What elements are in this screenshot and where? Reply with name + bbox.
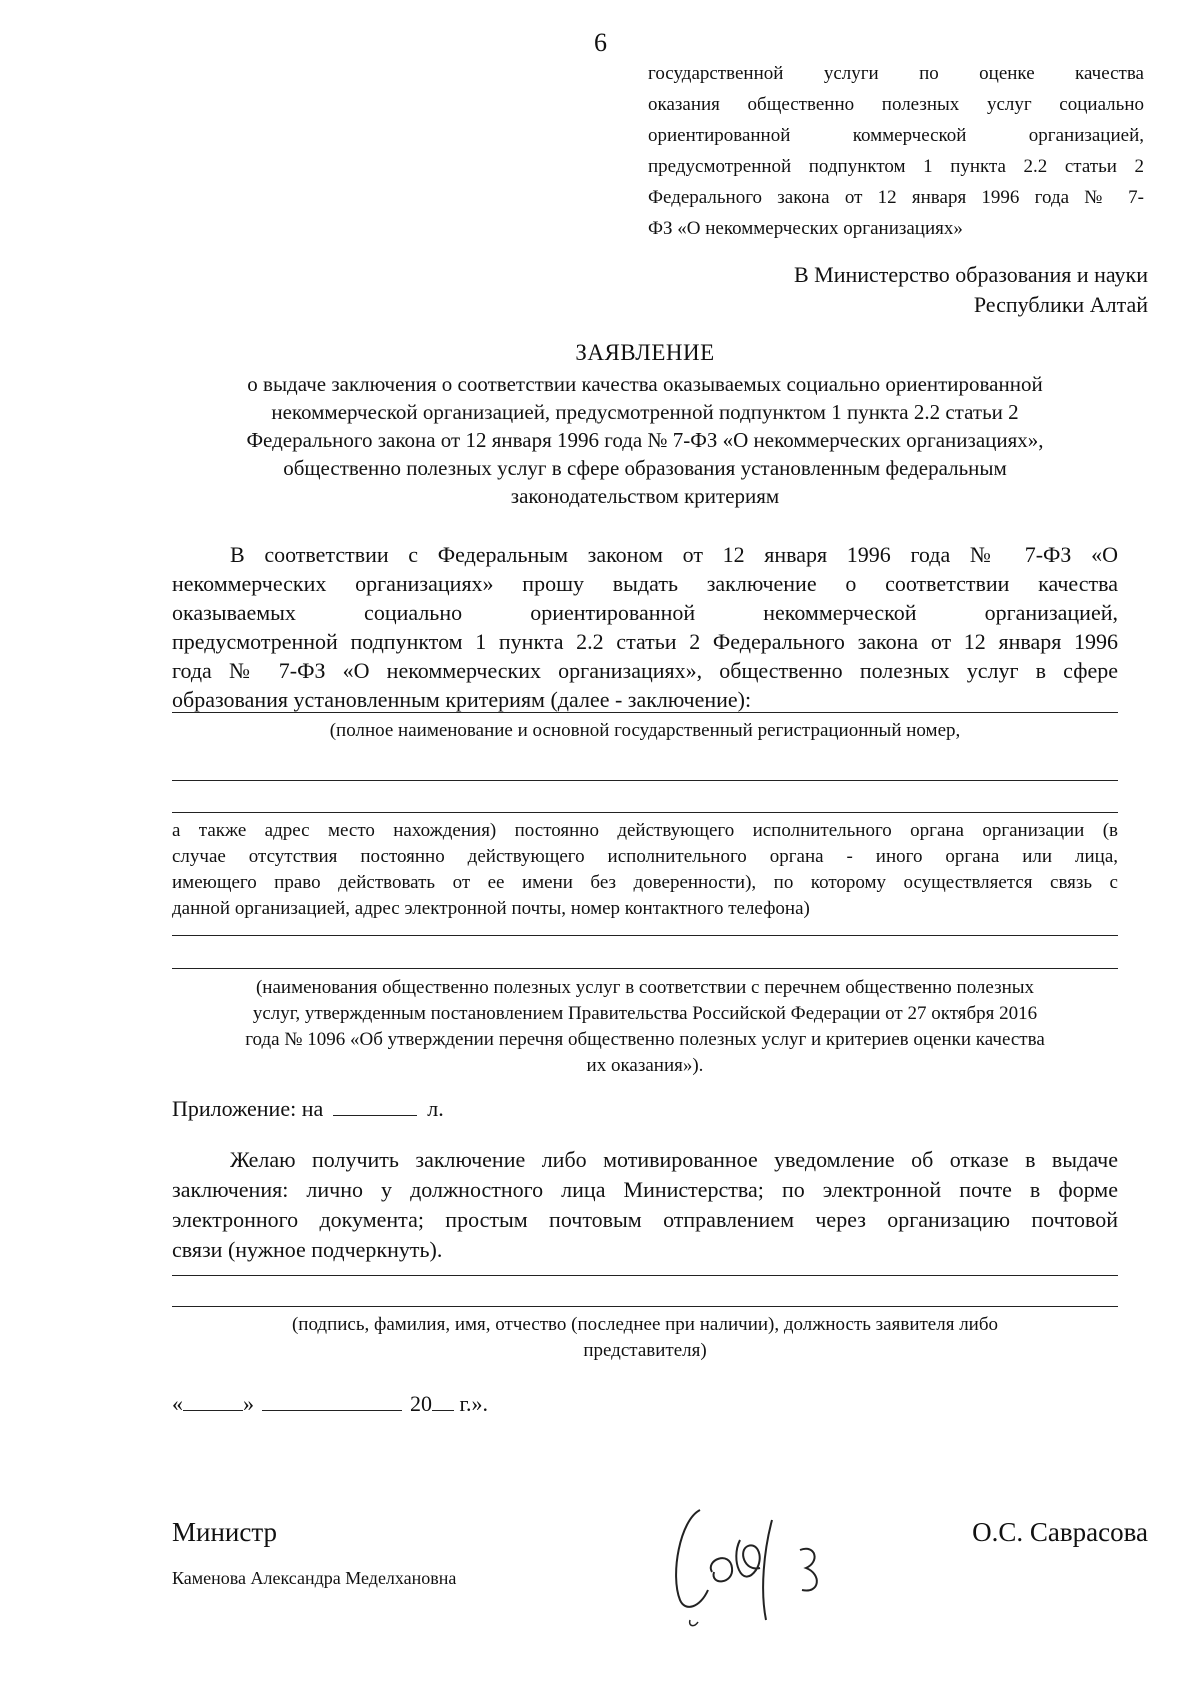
body-line: некоммерческих организациях» прошу выдать заключение о соответствии качества (172, 571, 1118, 596)
date-year-suffix: г.». (459, 1391, 489, 1416)
delivery-line: связи (нужное подчеркнуть). (172, 1237, 443, 1262)
body-line: В соответствии с Федеральным законом от 12 января 1996 года № 7-ФЗ «О (230, 542, 1118, 567)
date-open-quote: « (172, 1391, 183, 1416)
subtitle-line: некоммерческой организацией, предусмотренной подпунктом 1 пункта 2.2 статьи 2 (271, 400, 1019, 424)
header-note-line: ФЗ «О некоммерческих организациях» (648, 218, 963, 239)
header-note-line: предусмотренной подпунктом 1 пункта 2.2 статьи 2 (648, 156, 1144, 177)
address-fill-line[interactable] (172, 812, 1118, 813)
header-note-line: ориентированной коммерческой организацией, (648, 125, 1144, 146)
attachment-line (172, 1095, 444, 1122)
org-regnum-fill-line[interactable] (172, 780, 1118, 781)
page-number: 6 (594, 28, 607, 57)
address-caption-line: имеющего право действовать от ее имени без доверенности), по которому осуществляется связь с (172, 872, 1118, 893)
signature-caption (172, 1312, 1118, 1364)
recipient-line: В Министерство образования и науки (793, 262, 1148, 287)
date-close-quote: » (243, 1391, 254, 1416)
header-note-line: Федерального закона от 12 января 1996 года № 7- (648, 187, 1144, 208)
request-paragraph (172, 540, 1118, 714)
delivery-line: электронного документа; простым почтовым отправлением через организацию почтовой (172, 1207, 1118, 1232)
subtitle-line: Федерального закона от 12 января 1996 года № 7-ФЗ «О некоммерческих организациях», (246, 428, 1044, 452)
services-fill-line[interactable] (172, 935, 1118, 936)
subtitle-line: общественно полезных услуг в сфере образования установленным федеральным (283, 456, 1007, 480)
date-year-prefix: 20 (410, 1391, 432, 1416)
date-line (172, 1390, 488, 1417)
subtitle-line: законодательством критериям (510, 484, 780, 508)
header-note (648, 58, 1144, 244)
signature-fill-line-2[interactable] (172, 1306, 1118, 1307)
handwritten-signature (660, 1480, 880, 1630)
delivery-line: Желаю получить заключение либо мотивированное уведомление об отказе в выдаче (230, 1147, 1118, 1172)
services-caption-line: услуг, утвержденным постановлением Правительства Российской Федерации от 27 октября 2016 (252, 1003, 1038, 1024)
header-note-line: оказания общественно полезных услуг социально (648, 94, 1144, 115)
address-caption-line: а также адрес место нахождения) постоянно действующего исполнительного органа организации (в (172, 820, 1118, 841)
org-name-fill-line[interactable] (172, 712, 1118, 713)
date-month-field[interactable] (262, 1390, 402, 1411)
signature-caption-line: (подпись, фамилия, имя, отчество (последнее при наличии), должность заявителя либо (291, 1314, 999, 1335)
document-subtitle (170, 370, 1120, 510)
services-caption-line: их оказания»). (586, 1055, 704, 1076)
services-caption-line: (наименования общественно полезных услуг в соответствии с перечнем общественно полезных (255, 977, 1035, 998)
services-caption-line: года № 1096 «Об утверждении перечня общественно полезных услуг и критериев оценки качества (245, 1029, 1045, 1050)
delivery-line: заключения: лично у должностного лица Министерства; по электронной почте в форме (172, 1177, 1118, 1202)
signature-fill-line[interactable] (172, 1275, 1118, 1276)
body-line: предусмотренной подпунктом 1 пункта 2.2 статьи 2 Федерального закона от 12 января 1996 (172, 629, 1118, 654)
delivery-paragraph (172, 1145, 1118, 1265)
attachment-prefix: Приложение: на (172, 1096, 324, 1121)
recipient (794, 260, 1148, 320)
address-caption-line: данной организацией, адрес электронной почты, номер контактного телефона) (172, 898, 810, 919)
address-caption-line: случае отсутствия постоянно действующего исполнительного органа - иного органа или лица, (172, 846, 1118, 867)
date-year-field[interactable] (432, 1390, 454, 1411)
signature-caption-line: представителя) (583, 1340, 707, 1361)
date-day-field[interactable] (183, 1390, 243, 1411)
body-line: образования установленным критериям (далее - заключение): (172, 687, 752, 712)
subtitle-line: о выдаче заключения о соответствии качества оказываемых социально ориентированной (247, 372, 1043, 396)
recipient-line: Республики Алтай (973, 292, 1148, 317)
services-caption (172, 975, 1118, 1079)
body-line: года № 7-ФЗ «О некоммерческих организациях», общественно полезных услуг в сфере (172, 658, 1118, 683)
org-name-caption: (полное наименование и основной государственный регистрационный номер, (329, 720, 961, 741)
services-fill-line-2[interactable] (172, 968, 1118, 969)
body-line: оказываемых социально ориентированной некоммерческой организацией, (172, 600, 1118, 625)
header-note-line: государственной услуги по оценке качества (648, 63, 1144, 84)
signoff-position: Министр (172, 1517, 277, 1547)
signoff-name: О.С. Саврасова (972, 1517, 1148, 1547)
attachment-suffix: л. (427, 1096, 444, 1121)
attachment-pages-field[interactable] (333, 1095, 417, 1116)
executor-name: Каменова Александра Меделхановна (172, 1568, 457, 1588)
address-caption (172, 818, 1118, 922)
document-title: ЗАЯВЛЕНИЕ (575, 340, 715, 365)
